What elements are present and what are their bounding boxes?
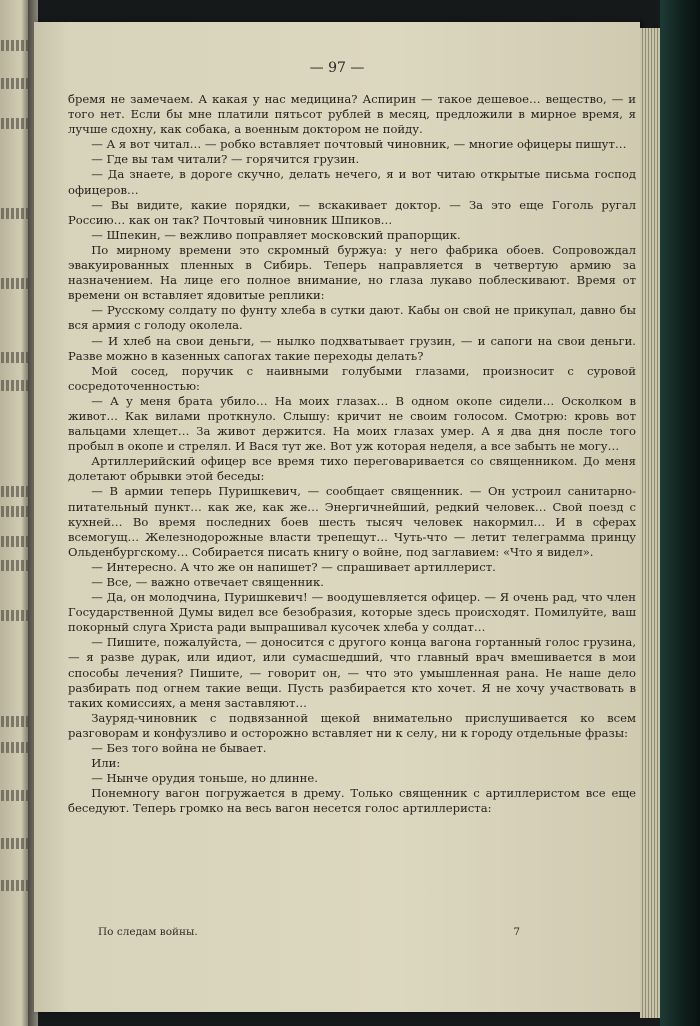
left-page-text-fragment (1, 78, 29, 89)
left-page-text-fragment (1, 118, 29, 129)
page-number: — 97 — (309, 60, 365, 76)
paragraph: — Все, — важно отвечает священник. (91, 575, 324, 589)
page-body-text (68, 92, 636, 817)
paragraph: — В армии теперь Пуришкевич, — сообщает священник. — Он устроил санитарно-питательный пункт… как же, как же… Энергичнейший, редкий человек… Свой поезд с кухней… Во время последних боев шесть тысяч человек накормил… И в сферах всемогущ… Железнодорожные власти трепещут… Чуть-что — летит телеграмма принцу Ольденбургскому… Собирается писать книгу о войне, под заглавием: «Что я видел». (68, 484, 636, 559)
running-footer-title: По следам войны. (98, 926, 198, 938)
paragraph: — Да, он молодчина, Пуришкевич! — воодушевляется офицер. — Я очень рад, что член Государственной Думы видел все безобразия, которые здесь происходят. Помилуйте, ваш покорный слуга Христа ради выпрашивал кусочек хлеба у солдат… (68, 590, 636, 635)
left-page-text-fragment (1, 536, 29, 547)
left-page-text-fragment (1, 716, 29, 727)
left-page-text-fragment (1, 380, 29, 391)
page-edges (640, 28, 660, 1018)
paragraph: — И хлеб на свои деньги, — нылко подхватывает грузин, — и сапоги на свои деньги. Разве можно в казенных сапогах такие переходы делать? (68, 333, 636, 363)
left-page-text-fragment (1, 486, 29, 497)
book-page (34, 22, 640, 1012)
paragraph: — Вы видите, какие порядки, — вскакивает доктор. — За это еще Гоголь ругал Россию… как он так? Почтовый чиновник Шпиков… (68, 197, 636, 227)
paragraph: — Русскому солдату по фунту хлеба в сутки дают. Кабы он свой не прикупал, давно бы вся армия с голоду околела. (68, 303, 636, 333)
left-page-text-fragment (1, 880, 29, 891)
paragraph: — Нынче орудия тоньше, но длинне. (91, 771, 318, 786)
paragraph: — Шпекин, — вежливо поправляет московский прапорщик. (91, 227, 461, 242)
left-page-text-fragment (1, 790, 29, 801)
page-footer (98, 926, 520, 938)
left-page-text-fragment (1, 506, 29, 517)
left-page-text-fragment (1, 40, 29, 51)
left-page-text-fragment (1, 838, 29, 849)
paragraph: — Интересно. А что же он напишет? — спрашивает артиллерист. (91, 559, 496, 574)
paragraph: — А я вот читал… — робко вставляет почтовый чиновник, — многие офицеры пишут… (91, 137, 627, 152)
left-page-text-fragment (1, 352, 29, 363)
signature-mark: 7 (513, 926, 520, 938)
paragraph: Зауряд-чиновник с подвязанной щекой внимательно прислушивается ко всем разговорам и конфузливо и осторожно вставляет ни к селу, ни к городу отдельные фразы: (68, 710, 636, 740)
left-page-text-fragment (1, 560, 29, 571)
left-page-text-fragment (1, 742, 29, 753)
left-page-text-fragment (1, 208, 29, 219)
paragraph: Мой сосед, поручик с наивными голубыми глазами, произносит с суровой сосредоточенностью: (68, 363, 636, 393)
paragraph: По мирному времени это скромный буржуа: у него фабрика обоев. Сопровождал эвакуированных пленных в Сибирь. Теперь направляется в четвертую армию за назначением. На лице его полное внимание, но глаза лукаво поблескивают. Время от времени он вставляет ядовитые реплики: (68, 242, 636, 303)
paragraph: — Да знаете, в дороге скучно, делать нечего, я и вот читаю открытые письма господ офицеров… (68, 167, 636, 197)
paragraph: Понемногу вагон погружается в дрему. Только священник с артиллеристом все еще беседуют. Теперь громко на весь вагон несется голос артиллериста: (68, 786, 636, 816)
paragraph: — Где вы там читали? — горячится грузин. (91, 152, 360, 167)
left-page-text-fragment (1, 610, 29, 621)
left-page-edge (0, 0, 30, 1026)
paragraph: — А у меня брата убило… На моих глазах… В одном окопе сидели… Осколком в живот… Как вилами проткнуло. Слышу: кричит не своим голосом. Смотрю: кровь вот вальцами хлещет… За живот держится. На моих глазах умер. А я два дня после того пробыл в окопе и стрелял. И Вася тут же. Вот уж которая неделя, а все забыть не могу… (68, 393, 636, 454)
book-cover (660, 0, 700, 1026)
left-page-text-fragment (1, 278, 29, 289)
paragraph: — Без того война не бывает. (91, 741, 267, 756)
paragraph: — Пишите, пожалуйста, — доносится с другого конца вагона гортанный голос грузина, — я разве дурак, или идиот, или сумасшедший, что главный врач вмешивается в мои способы лечения? Пишите, — говорит он, — что это умышленная рана. Не наше дело разбирать под огнем такие вещи. Пусть разбирается кто хочет. Я не хочу участвовать в таких комиссиях, а меня заставляют… (68, 635, 636, 710)
paragraph: Или: (91, 756, 121, 771)
paragraph: Артиллерийский офицер все время тихо переговаривается со священником. До меня долетают обрывки этой беседы: (68, 454, 636, 484)
paragraph: бремя не замечаем. А какая у нас медицина? Аспирин — такое дешевое… вещество, — и того нет. Если бы мне платили пятьсот рублей в месяц, предложили в мирное время, я лучше сдохну, как собака, а военным доктором не пойду. (68, 92, 636, 137)
